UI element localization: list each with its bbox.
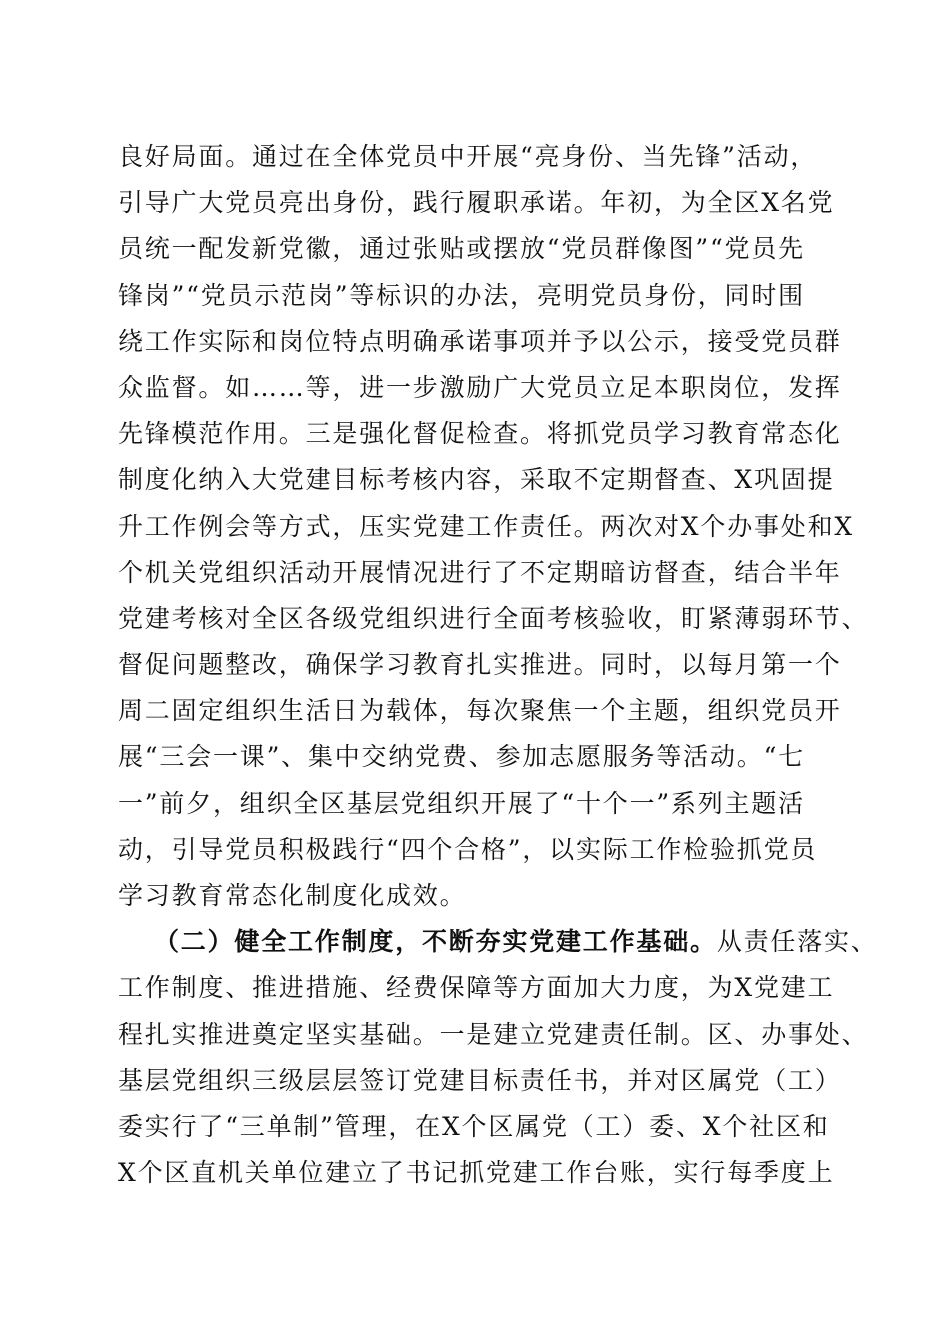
text-line: 动，引导党员积极践行“四个合格”，以实际工作检验抓党员 (118, 834, 818, 864)
text-line: 基层党组织三级层层签订党建目标责任书，并对区属党（工） (118, 1065, 842, 1095)
text-line: 引导广大党员亮出身份，践行履职承诺。年初，为全区X名党 (118, 188, 835, 218)
text-line: 制度化纳入大党建目标考核内容，采取不定期督查、X巩固提 (118, 465, 835, 495)
body-text (118, 134, 878, 1196)
text-line: 升工作例会等方式，压实党建工作责任。两次对X个办事处和X (118, 511, 854, 541)
text-line: 委实行了“三单制”管理，在X个区属党（工）委、X个社区和 (118, 1111, 830, 1141)
text-line: 党建考核对全区各级党组织进行全面考核验收，盯紧薄弱环节、 (118, 603, 869, 633)
text-line: 工作制度、推进措施、经费保障等方面加大力度，为X党建工 (118, 973, 835, 1003)
text-line: X个区直机关单位建立了书记抓党建工作台账，实行每季度上 (118, 1158, 835, 1188)
section-heading-line (118, 919, 878, 965)
text-line: 展“三会一课”、集中交纳党费、参加志愿服务等活动。“七 (118, 742, 805, 772)
text-line: 学习教育常态化制度化成效。 (118, 881, 467, 910)
text-line: 督促问题整改，确保学习教育扎实推进。同时，以每月第一个 (118, 650, 842, 680)
section-heading: （二）健全工作制度，不断夯实党建工作基础。 (154, 927, 717, 957)
text-line: 程扎实推进奠定坚实基础。一是建立党建责任制。区、办事处、 (118, 1019, 869, 1049)
text-line: 良好局面。通过在全体党员中开展“亮身份、当先锋”活动， (118, 142, 818, 171)
text-line: 员统一配发新党徽，通过张贴或摆放“党员群像图”“党员先 (118, 234, 805, 264)
text-line: 众监督。如……等，进一步激励广大党员立足本职岗位，发挥 (118, 372, 842, 402)
text-line: 个机关党组织活动开展情况进行了不定期暗访督查，结合半年 (118, 557, 842, 587)
text-line: 绕工作实际和岗位特点明确承诺事项并予以公示，接受党员群 (118, 326, 842, 356)
text-line: 周二固定组织生活日为载体，每次聚焦一个主题，组织党员开 (118, 696, 842, 726)
text-line: 先锋模范作用。三是强化督促检查。将抓党员学习教育常态化 (118, 419, 842, 449)
section-heading-tail: 从责任落实、 (716, 927, 878, 957)
text-line: 一”前夕，组织全区基层党组织开展了“十个一”系列主题活 (118, 788, 805, 818)
text-line: 锋岗”“党员示范岗”等标识的办法，亮明党员身份，同时围 (118, 280, 805, 310)
